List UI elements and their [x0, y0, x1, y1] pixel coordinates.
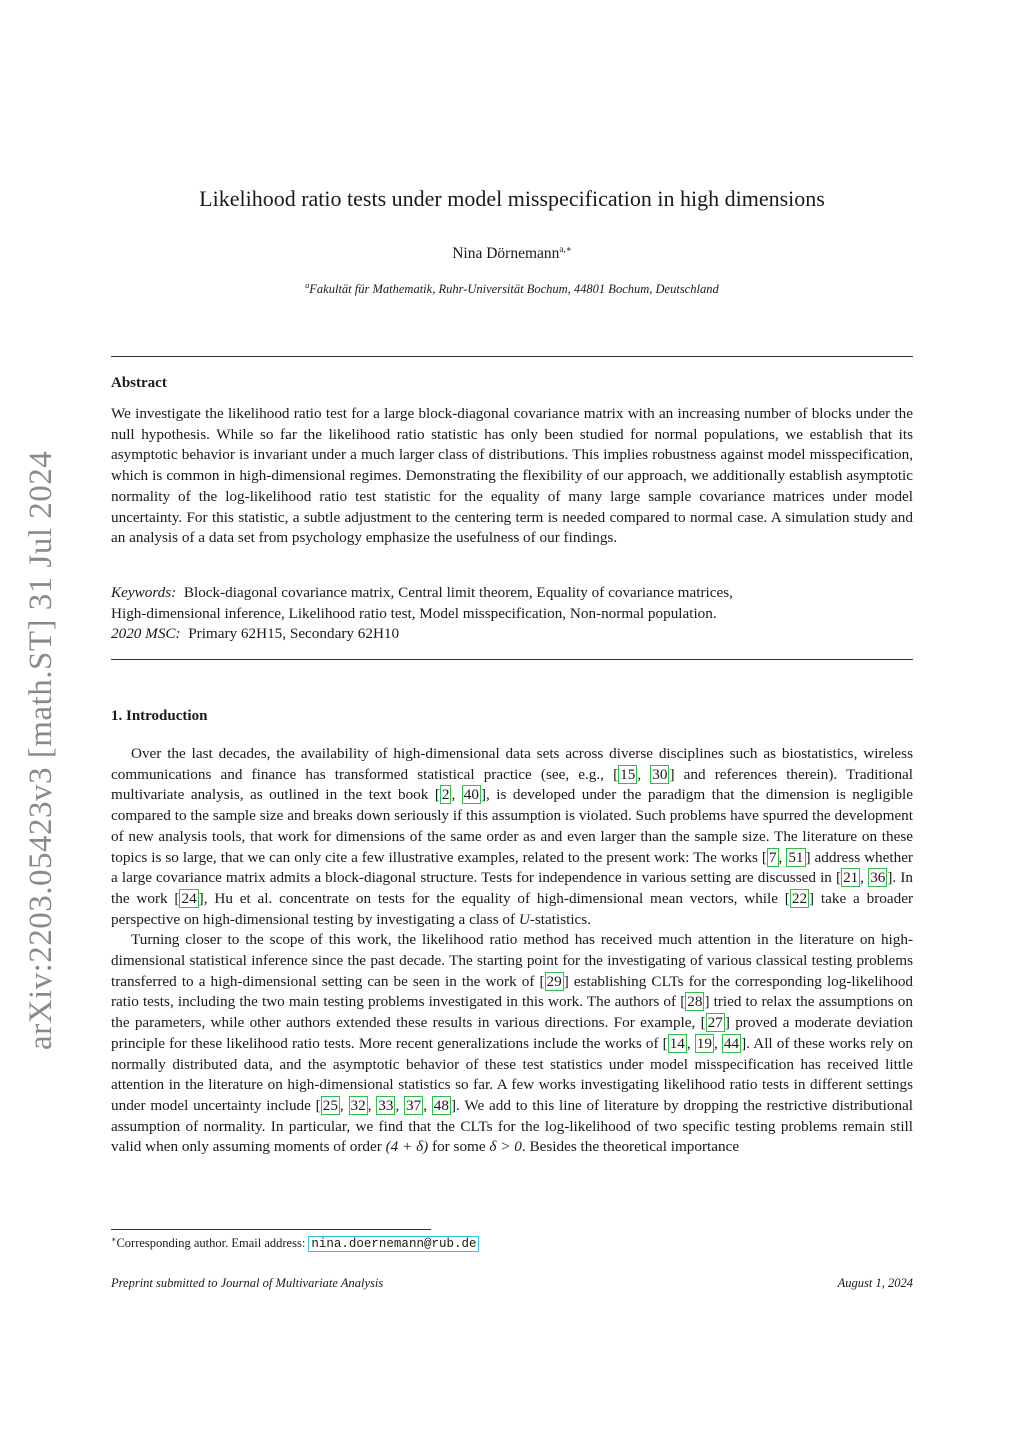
- keywords-block: [111, 583, 913, 645]
- email-link[interactable]: nina.doernemann@rub.de: [308, 1236, 479, 1252]
- footnote-rule: [111, 1229, 431, 1230]
- math-moment-order: (4 + δ): [385, 1138, 429, 1156]
- msc-label: 2020 MSC:: [111, 625, 181, 643]
- footer-date: August 1, 2024: [837, 1276, 913, 1290]
- citation-link[interactable]: 44: [723, 1034, 740, 1052]
- keywords-label: Keywords:: [111, 584, 177, 601]
- citation-link[interactable]: 36: [870, 869, 886, 887]
- intro-paragraph-2: Turning closer to the scope of this work, the likelihood ratio method has received much attention in the literature on high-dimensional statistical inference since the past decade. The starting point for the investigating of various classical testing problems transferred to a high-dimensional setting can be seen in the work of [ 29 ] establishing CLTs for the corresponding log-likelihood ratio tests, including the two main testing problems investigated in this work. The authors of [ 28 ] tried to relax the assumptions on the parameters, while other authors extended these results in various directions. For example, [ 27 ] proved a moderate deviation principle for these likelihood ratio tests. More recent generalizations include the works of [ 14 , 19 , 44 ]. All of these works rely on normally distributed data, and the asymptotic behavior of these test statistics under model misspecification has received little attention in the literature on high-dimensional statistics so far. A few works investigating likelihood ratio tests in different settings under model uncertainty include [ 25 , 32 , 33 , 37 , 48 ]. We add to this line of literature by dropping the restrictive distributional assumption of normality. In particular, we find that the CLTs for the log-likelihood of two specific testing problems remain still valid when only assuming moments of order (4 + δ) for some δ > 0. Besides the theoretical importance: [111, 931, 914, 1156]
- footnote-mark: ∗: [111, 1235, 117, 1244]
- citation-link[interactable]: 7: [768, 848, 777, 866]
- affiliation: [0, 281, 1024, 297]
- introduction-body: [111, 744, 913, 1158]
- citation-link[interactable]: 37: [406, 1096, 422, 1114]
- citation-link[interactable]: 22: [791, 889, 808, 907]
- keywords-text-1: Block-diagonal covariance matrix, Central limit theorem, Equality of covariance matrices,: [183, 584, 733, 601]
- citation-link[interactable]: 32: [350, 1096, 366, 1114]
- math-u: U: [518, 910, 530, 928]
- footnote: [111, 1235, 479, 1251]
- footnote-text: Corresponding author. Email address:: [116, 1236, 309, 1251]
- keywords-text-2: High-dimensional inference, Likelihood ratio test, Model misspecification, Non-normal population.: [111, 604, 717, 622]
- citation-link[interactable]: 48: [433, 1096, 449, 1114]
- citation-link[interactable]: 28: [687, 993, 703, 1011]
- citation-link[interactable]: 27: [707, 1014, 723, 1032]
- citation-link[interactable]: 2: [441, 786, 450, 804]
- abstract-top-rule: [111, 356, 913, 357]
- citation-link[interactable]: 21: [843, 869, 859, 887]
- author-name: Nina Dörnemann: [452, 245, 560, 263]
- math-delta: δ > 0: [489, 1138, 522, 1156]
- citation-link[interactable]: 15: [620, 765, 636, 783]
- citation-link[interactable]: 24: [181, 889, 197, 907]
- affiliation-text: Fakultät für Mathematik, Ruhr-Universität Bochum, 44801 Bochum, Deutschland: [309, 282, 719, 297]
- citation-link[interactable]: 14: [669, 1034, 685, 1052]
- citation-link[interactable]: 29: [546, 972, 562, 990]
- citation-link[interactable]: 40: [463, 786, 479, 804]
- keywords-line-1: [111, 583, 913, 604]
- abstract-bottom-rule: [111, 659, 913, 660]
- msc-line: [111, 624, 913, 645]
- author-marks: a,∗: [559, 244, 572, 254]
- citation-link[interactable]: 25: [322, 1096, 338, 1114]
- citation-link[interactable]: 33: [378, 1096, 394, 1114]
- citation-link[interactable]: 30: [652, 765, 668, 783]
- paper-title: Likelihood ratio tests under model misspecification in high dimensions: [199, 186, 825, 211]
- footer-journal: Preprint submitted to Journal of Multivariate Analysis: [111, 1276, 384, 1290]
- section-heading-introduction: 1. Introduction: [111, 708, 208, 724]
- abstract-heading: Abstract: [111, 375, 167, 391]
- citation-link[interactable]: 19: [696, 1034, 712, 1052]
- affiliation-mark: a: [305, 281, 310, 290]
- intro-paragraph-1: Over the last decades, the availability of high-dimensional data sets across diverse disciplines such as biostatistics, wireless communications and finance has transformed statistical practice (see, e.g., [ 15 , 30 ] and references therein). Traditional multivariate analysis, as outlined in the text book [ 2 , 40 ], is developed under the paradigm that the dimension is negligible compared to the sample size and breaks down seriously if this assumption is violated. Such problems have spurred the development of new analysis tools, that work for dimensions of the same order as and even larger than the sample size. The literature on these topics is so large, that we can only cite a few illustrative examples, related to the present work: The works [ 7 , 51 ] address whether a large covariance matrix admits a block-diagonal structure. Tests for independence in various setting are discussed in [ 21 , 36 ]. In the work [ 24 ], Hu et al. concentrate on tests for the equality of high-dimensional mean vectors, while [ 22 ] take a broader perspective on high-dimensional testing by investigating a class of U-statistics.: [111, 745, 914, 928]
- author-line: [0, 244, 1024, 263]
- abstract-text: We investigate the likelihood ratio test for a large block-diagonal covariance matrix with an increasing number of blocks under the null hypothesis. While so far the likelihood ratio statistic has only been studied for normal populations, we establish that its asymptotic behavior is invariant under a much larger class of distributions. This implies robustness against model misspecification, which is common in high-dimensional regimes. Demonstrating the flexibility of our approach, we additionally establish asymptotic normality of the log-likelihood ratio test statistic for the equality of many large sample covariance matrices under model uncertainty. For this statistic, a subtle adjustment to the centering term is needed compared to normal case. A simulation study and an analysis of a data set from psychology emphasize the usefulness of our findings.: [111, 405, 913, 547]
- msc-text: Primary 62H15, Secondary 62H10: [188, 625, 400, 643]
- citation-link[interactable]: 51: [788, 848, 804, 866]
- arxiv-id-text: arXiv:2203.05423v3 [math.ST] 31 Jul 2024: [23, 450, 59, 1050]
